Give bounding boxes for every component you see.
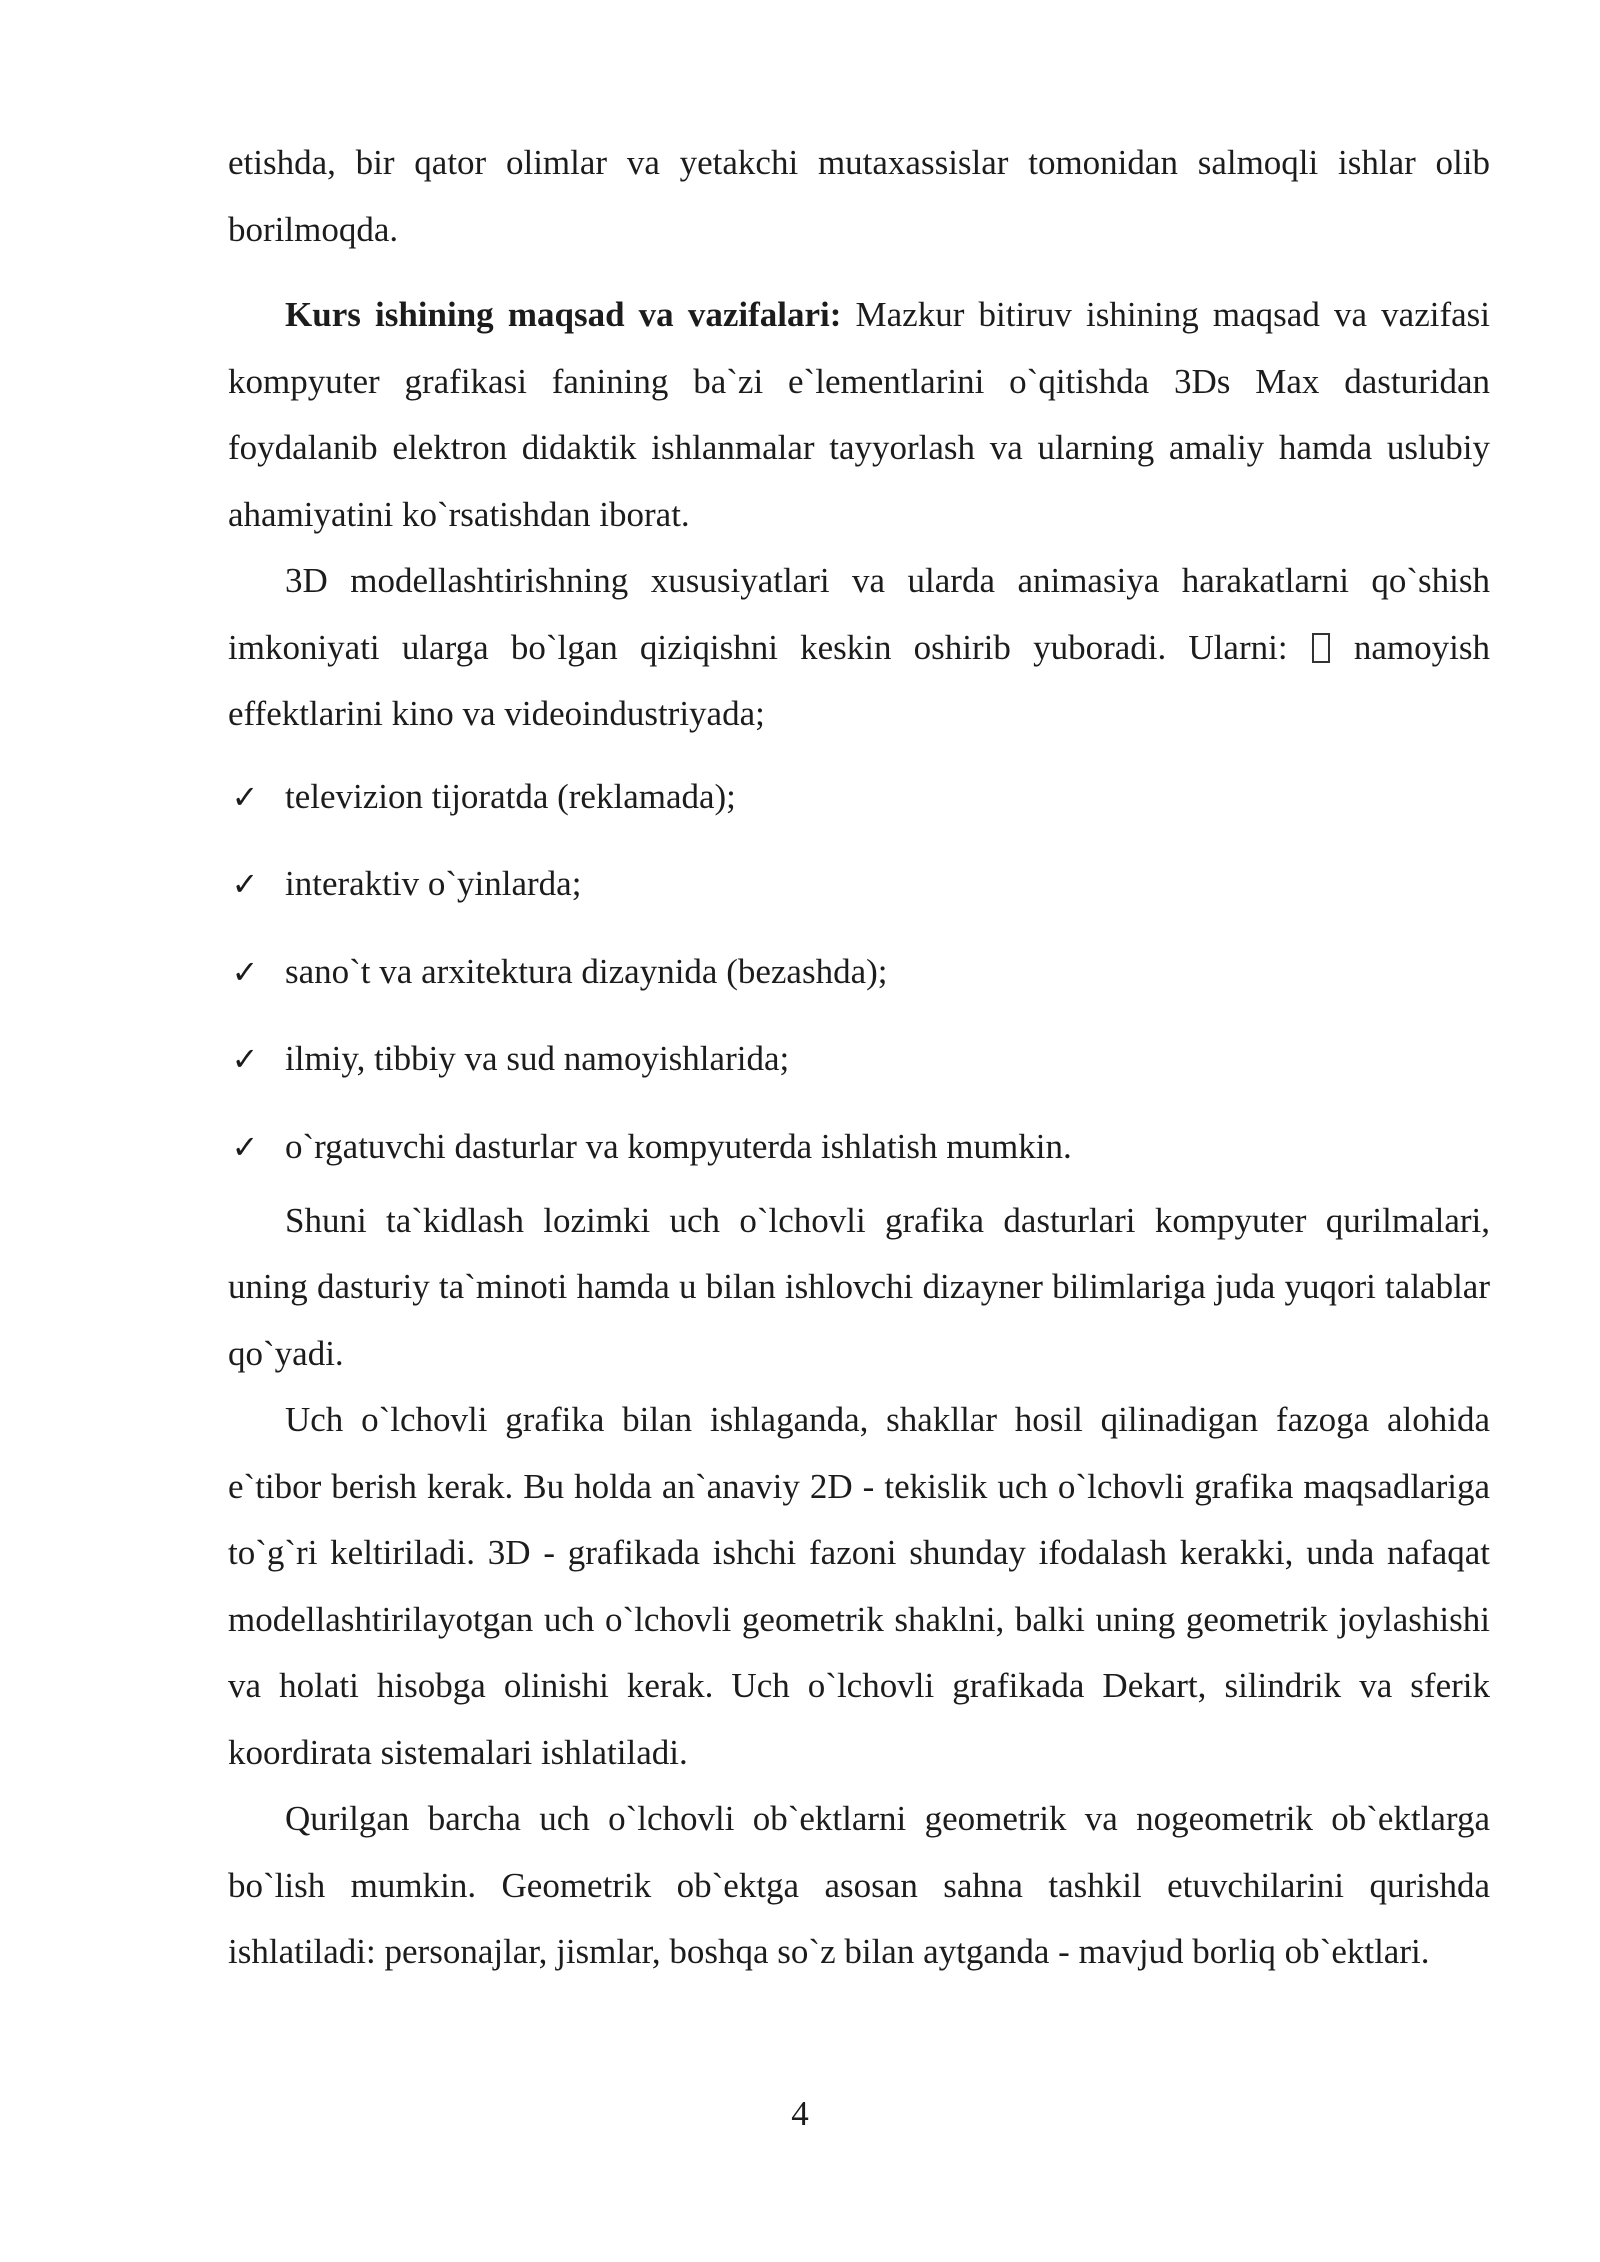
paragraph-intro-continuation: etishda, bir qator olimlar va yetakchi mutaxassislar tomonidan salmoqli ishlar olib borilmoqda. [228,143,1490,249]
goals-text: Mazkur bitiruv ishining maqsad va vazifasi kompyuter grafikasi fanining ba`zi e`lementlarini o`qitishda 3Ds Max dasturidan foydalanib elektron didaktik ishlanmalar tayyorlash va ularning amaliy hamda uslubiy ahamiyatini ko`rsatishdan iborat. [228,295,1490,534]
list-item [228,764,1490,852]
goals-heading: Kurs ishining maqsad va vazifalari: [285,295,842,334]
list-item [228,939,1490,1027]
paragraph-3d-space: Uch o`lchovli grafika bilan ishlaganda, shakllar hosil qilinadigan fazoga alohida e`tibor berish kerak. Bu holda an`anaviy 2D - tekislik uch o`lchovli grafika maqsadlariga to`g`ri keltiriladi. 3D - grafikada ishchi fazoni shunday ifodalash kerakki, unda nafaqat modellashtirilayotgan uch o`lchovli geometrik shaklni, balki uning geometrik joylashishi va holati hisobga olinishi kerak. Uch o`lchovli grafikada Dekart, silindrik va sferik koordirata sistemalari ishlatiladi. [228,1400,1490,1772]
missing-glyph-icon [1312,633,1330,663]
document-page [228,130,1490,1986]
application-areas-list [228,764,1490,1188]
paragraph-goals [228,282,1490,548]
check-mark-icon: ✓ [231,952,259,991]
paragraph-requirements: Shuni ta`kidlash lozimki uch o`lchovli grafika dasturlari kompyuter qurilmalari, uning dasturiy ta`minoti hamda u bilan ishlovchi dizayner bilimlariga juda yuqori talablar qo`yadi. [228,1200,1490,1373]
list-item [228,1114,1490,1188]
modeling-text-after: namoyish effektlarini kino va videoindustriyada; [228,627,1490,733]
page-number: 4 [791,2094,809,2133]
list-item-text: ilmiy, tibbiy va sud namoyishlarida; [285,1039,790,1078]
check-mark-icon: ✓ [231,1040,259,1078]
list-item [228,1026,1490,1114]
paragraph-objects: Qurilgan barcha uch o`lchovli ob`ektlarni geometrik va nogeometrik ob`ektlarga bo`lish mumkin. Geometrik ob`ektga asosan sahna tashkil etuvchilarini qurishda ishlatiladi: personajlar, jismlar, boshqa so`z bilan aytganda - mavjud borliq ob`ektlari. [228,1799,1490,1971]
check-mark-icon: ✓ [231,1127,259,1166]
list-item-text: sano`t va arxitektura dizaynida (bezashda); [285,951,888,991]
list-item [228,851,1490,939]
modeling-text-before: 3D modellashtirishning xususiyatlari va ularda animasiya harakatlarni qo`shish imkoniyati ularga bo`lgan qiziqishni keskin oshirib yuboradi. Ularni: [228,561,1490,667]
check-mark-icon: ✓ [231,777,259,816]
list-item-text: televizion tijoratda (reklamada); [285,776,736,816]
list-item-text: o`rgatuvchi dasturlar va kompyuterda ishlatish mumkin. [285,1126,1072,1166]
list-item-text: interaktiv o`yinlarda; [285,864,582,903]
paragraph-3d-modeling [228,548,1490,748]
check-mark-icon: ✓ [231,865,259,903]
